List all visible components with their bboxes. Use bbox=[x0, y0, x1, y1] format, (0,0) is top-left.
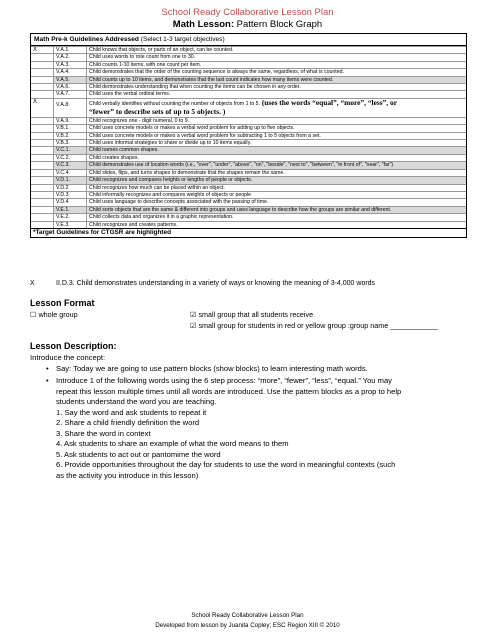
footer-title: School Ready Collaborative Lesson Plan bbox=[191, 612, 304, 619]
guideline-mark bbox=[31, 117, 54, 124]
guideline-row bbox=[31, 54, 466, 61]
guidelines-title bbox=[31, 34, 466, 46]
guideline-mark bbox=[31, 191, 54, 198]
guideline-code: V.A.2. bbox=[54, 54, 87, 61]
guideline-desc: Child uses the verbal ordinal terms. bbox=[87, 91, 467, 98]
guideline-code: V.A.8. bbox=[54, 98, 87, 117]
lesson-prefix: Math Lesson: bbox=[172, 19, 235, 30]
guideline-code: V.D.2 bbox=[54, 184, 87, 191]
guideline-code: V.B.3. bbox=[54, 140, 87, 147]
checkbox-unchecked-icon[interactable]: ☐ bbox=[30, 310, 37, 319]
guideline-mark bbox=[31, 162, 54, 169]
format-small-group-all[interactable] bbox=[190, 310, 313, 319]
guideline-desc: Child uses words to rote count from one to 30. bbox=[87, 54, 467, 61]
guideline-desc: Child recognizes and compares heights or lengths of people or objects. bbox=[87, 177, 467, 184]
guideline-row bbox=[31, 199, 466, 206]
guideline-mark bbox=[31, 169, 54, 176]
lesson-intro: Introduce the concept: bbox=[30, 353, 106, 362]
guideline-desc bbox=[87, 98, 467, 117]
guideline-desc: Child sorts objects that are the same & different into groups and uses language to describe how the groups are similar and different. bbox=[87, 206, 467, 213]
guidelines-table bbox=[30, 33, 467, 238]
guideline-desc: Child recognizes and creates patterns. bbox=[87, 221, 467, 228]
guideline-code: V.A.6. bbox=[54, 84, 87, 91]
guideline-mark bbox=[31, 84, 54, 91]
guideline-mark bbox=[31, 76, 54, 83]
guideline-row bbox=[31, 117, 466, 124]
guideline-desc: Child counts up to 10 items, and demonstrates that the last count indicates how many items were counted. bbox=[87, 76, 467, 83]
guideline-code: V.A.3. bbox=[54, 61, 87, 68]
guideline-code: V.A.4. bbox=[54, 69, 87, 76]
guideline-row bbox=[31, 206, 466, 213]
bullet-2-line: repeat this lesson multiple times until all words are introduced. Use the pattern blocks as a prop to help bbox=[56, 386, 402, 396]
guideline-desc: Child informally recognizes and compares weights of objects or people bbox=[87, 191, 467, 198]
guideline-code: V.A.7. bbox=[54, 91, 87, 98]
guideline-row bbox=[31, 140, 466, 147]
guideline-row bbox=[31, 169, 466, 176]
extra-standard-mark: X bbox=[30, 280, 35, 287]
format-small-group-red-label: small group for students in red or yellow group :group name ____________ bbox=[198, 321, 439, 330]
guideline-desc: Child uses concrete models or makes a verbal word problem for subtracting 1 to 5 objects from a set. bbox=[87, 132, 467, 139]
guidelines-rows bbox=[31, 46, 466, 228]
guideline-code: V.C.2. bbox=[54, 154, 87, 161]
guideline-row bbox=[31, 98, 466, 117]
guideline-code: V.E.1. bbox=[54, 206, 87, 213]
guideline-desc-emphasis-2: “fewer” to describe sets of up to 5 objects. ) bbox=[89, 106, 226, 116]
guideline-mark bbox=[31, 184, 54, 191]
guideline-desc: Child uses informal strategies to share or divide up to 10 items equally. bbox=[87, 140, 467, 147]
bullet-2-line: 5. Ask students to act out or pantomime the word bbox=[56, 449, 221, 459]
format-whole-group[interactable] bbox=[30, 310, 78, 319]
guideline-mark bbox=[31, 140, 54, 147]
guideline-mark bbox=[31, 61, 54, 68]
guideline-code: V.D.4 bbox=[54, 199, 87, 206]
guideline-row bbox=[31, 214, 466, 221]
guideline-desc: Child recognizes one - digit numeral, 0 to 9. bbox=[87, 117, 467, 124]
checkbox-checked-icon[interactable]: ☑ bbox=[190, 310, 197, 319]
guideline-desc: Child uses concrete models or makes a verbal word problem for adding up to five objects. bbox=[87, 125, 467, 132]
guidelines-title-bold: Math Pre-k Guidelines Addressed bbox=[34, 36, 139, 43]
guideline-row bbox=[31, 76, 466, 83]
footer-credit: Developed from lesson by Juanita Copley; ESC Region XIII © 2010 bbox=[155, 622, 340, 629]
guideline-row bbox=[31, 162, 466, 169]
bullet-2-line: 1. Say the word and ask students to repeat it bbox=[56, 407, 207, 417]
guideline-row bbox=[31, 191, 466, 198]
guideline-mark bbox=[31, 125, 54, 132]
guideline-code: V.C.1. bbox=[54, 147, 87, 154]
guideline-row bbox=[31, 84, 466, 91]
guideline-code: V.D.3 bbox=[54, 191, 87, 198]
guideline-mark bbox=[31, 91, 54, 98]
guideline-code: V.C.3. bbox=[54, 162, 87, 169]
checkbox-checked-icon[interactable]: ☑ bbox=[190, 321, 197, 330]
guideline-mark: X bbox=[31, 47, 54, 54]
guideline-row bbox=[31, 91, 466, 98]
bullet-2-line: 4. Ask students to share an example of what the word means to them bbox=[56, 439, 289, 448]
lesson-title bbox=[0, 19, 495, 30]
org-title: School Ready Collaborative Lesson Plan bbox=[161, 7, 334, 18]
guideline-desc-small: Child verbally identifies without counting the number of objects from 1 to 5. bbox=[89, 100, 260, 107]
guideline-code: V.E.3. bbox=[54, 221, 87, 228]
guideline-row bbox=[31, 61, 466, 68]
bullet-1-text: Say: Today we are going to use pattern blocks (show blocks) to learn interesting math words. bbox=[56, 364, 368, 373]
guideline-desc: Child creates shapes. bbox=[87, 154, 467, 161]
guideline-mark bbox=[31, 69, 54, 76]
guideline-mark bbox=[31, 54, 54, 61]
bullet-2-text bbox=[56, 376, 466, 481]
format-small-group-all-label: small group that all students receive bbox=[198, 310, 314, 319]
guideline-row bbox=[31, 184, 466, 191]
guideline-row bbox=[31, 177, 466, 184]
guideline-row bbox=[31, 125, 466, 132]
guideline-mark bbox=[31, 177, 54, 184]
bullet-icon: • bbox=[46, 376, 49, 385]
guideline-mark bbox=[31, 199, 54, 206]
extra-standard bbox=[30, 280, 375, 287]
lesson-format-title: Lesson Format bbox=[30, 298, 95, 308]
guideline-row bbox=[31, 69, 466, 76]
bullet-2-line: 6. Provide opportunities throughout the day for students to use the word in meaningful contexts (such bbox=[56, 460, 396, 469]
guideline-code: V.B.2. bbox=[54, 132, 87, 139]
guideline-code: V.B.1. bbox=[54, 125, 87, 132]
guideline-mark bbox=[31, 147, 54, 154]
guideline-desc: Child recognizes how much can be placed within an object. bbox=[87, 184, 467, 191]
guideline-mark bbox=[31, 154, 54, 161]
guideline-desc: Child demonstrates understanding that when counting the items can be chosen in any order. bbox=[87, 84, 467, 91]
guidelines-title-note: (Select 1-3 target objectives) bbox=[138, 36, 225, 43]
guideline-row bbox=[31, 154, 466, 161]
guideline-desc: Child uses language to describe concepts associated with the passing of time. bbox=[87, 199, 467, 206]
guideline-row bbox=[31, 132, 466, 139]
guideline-desc: Child counts 1-10 items, with one count per item. bbox=[87, 61, 467, 68]
guideline-row bbox=[31, 221, 466, 228]
format-whole-group-label: whole group bbox=[38, 310, 78, 319]
guideline-mark bbox=[31, 132, 54, 139]
extra-standard-text: II.D.3. Child demonstrates understanding in a variety of ways or knowing the meaning of 3-4,000 words bbox=[56, 280, 376, 287]
guideline-desc: Child demonstrates that the order of the counting sequence is always the same, regardless, of what is counted. bbox=[87, 69, 467, 76]
guideline-code: V.A.1. bbox=[54, 47, 87, 54]
guideline-code: V.C.4. bbox=[54, 169, 87, 176]
bullet-2-line: 3. Share the word in context bbox=[56, 428, 151, 438]
guideline-row bbox=[31, 47, 466, 54]
bullet-icon: • bbox=[46, 364, 49, 373]
guideline-desc-emphasis: (uses the words “equal”, “more”, “less”, or bbox=[260, 98, 397, 107]
guideline-desc: Child collects data and organizes it in a graphic representation. bbox=[87, 214, 467, 221]
bullet-2-line: 2. Share a child friendly definition the word bbox=[56, 418, 200, 427]
guideline-mark bbox=[31, 206, 54, 213]
guideline-mark bbox=[31, 221, 54, 228]
guideline-code: V.A.9. bbox=[54, 117, 87, 124]
guideline-code: V.E.2. bbox=[54, 214, 87, 221]
guideline-code: V.A.5. bbox=[54, 76, 87, 83]
guideline-desc: Child names common shapes. bbox=[87, 147, 467, 154]
bullet-2-line: students understand the word you are teaching. bbox=[56, 397, 217, 406]
guideline-mark: X bbox=[31, 98, 54, 117]
guideline-desc: Child demonstrates use of location words (i.e., "over", "under", "above", "on", "beside", "next to", "between", "in front of", "near", "far") bbox=[87, 162, 467, 169]
guideline-mark bbox=[31, 214, 54, 221]
format-small-group-red[interactable] bbox=[190, 321, 438, 330]
guideline-row bbox=[31, 147, 466, 154]
lesson-description-title: Lesson Description: bbox=[30, 341, 117, 351]
bullet-2-line: as the activity you introduce in this lesson) bbox=[56, 470, 199, 480]
guideline-desc: Child knows that objects, or parts of an object, can be counted. bbox=[87, 47, 467, 54]
guideline-desc: Child slides, flips, and turns shapes to demonstrate that the shapes remain the same. bbox=[87, 169, 467, 176]
bullet-2-line: Introduce 1 of the following words using the 6 step process: “more”, “fewer”, “less”, “equal.” You may bbox=[56, 376, 392, 385]
guideline-code: V.D.1. bbox=[54, 177, 87, 184]
lesson-name: Pattern Block Graph bbox=[234, 19, 323, 30]
target-note: *Target Guidelines for CTGSR are highlighted bbox=[31, 228, 466, 237]
